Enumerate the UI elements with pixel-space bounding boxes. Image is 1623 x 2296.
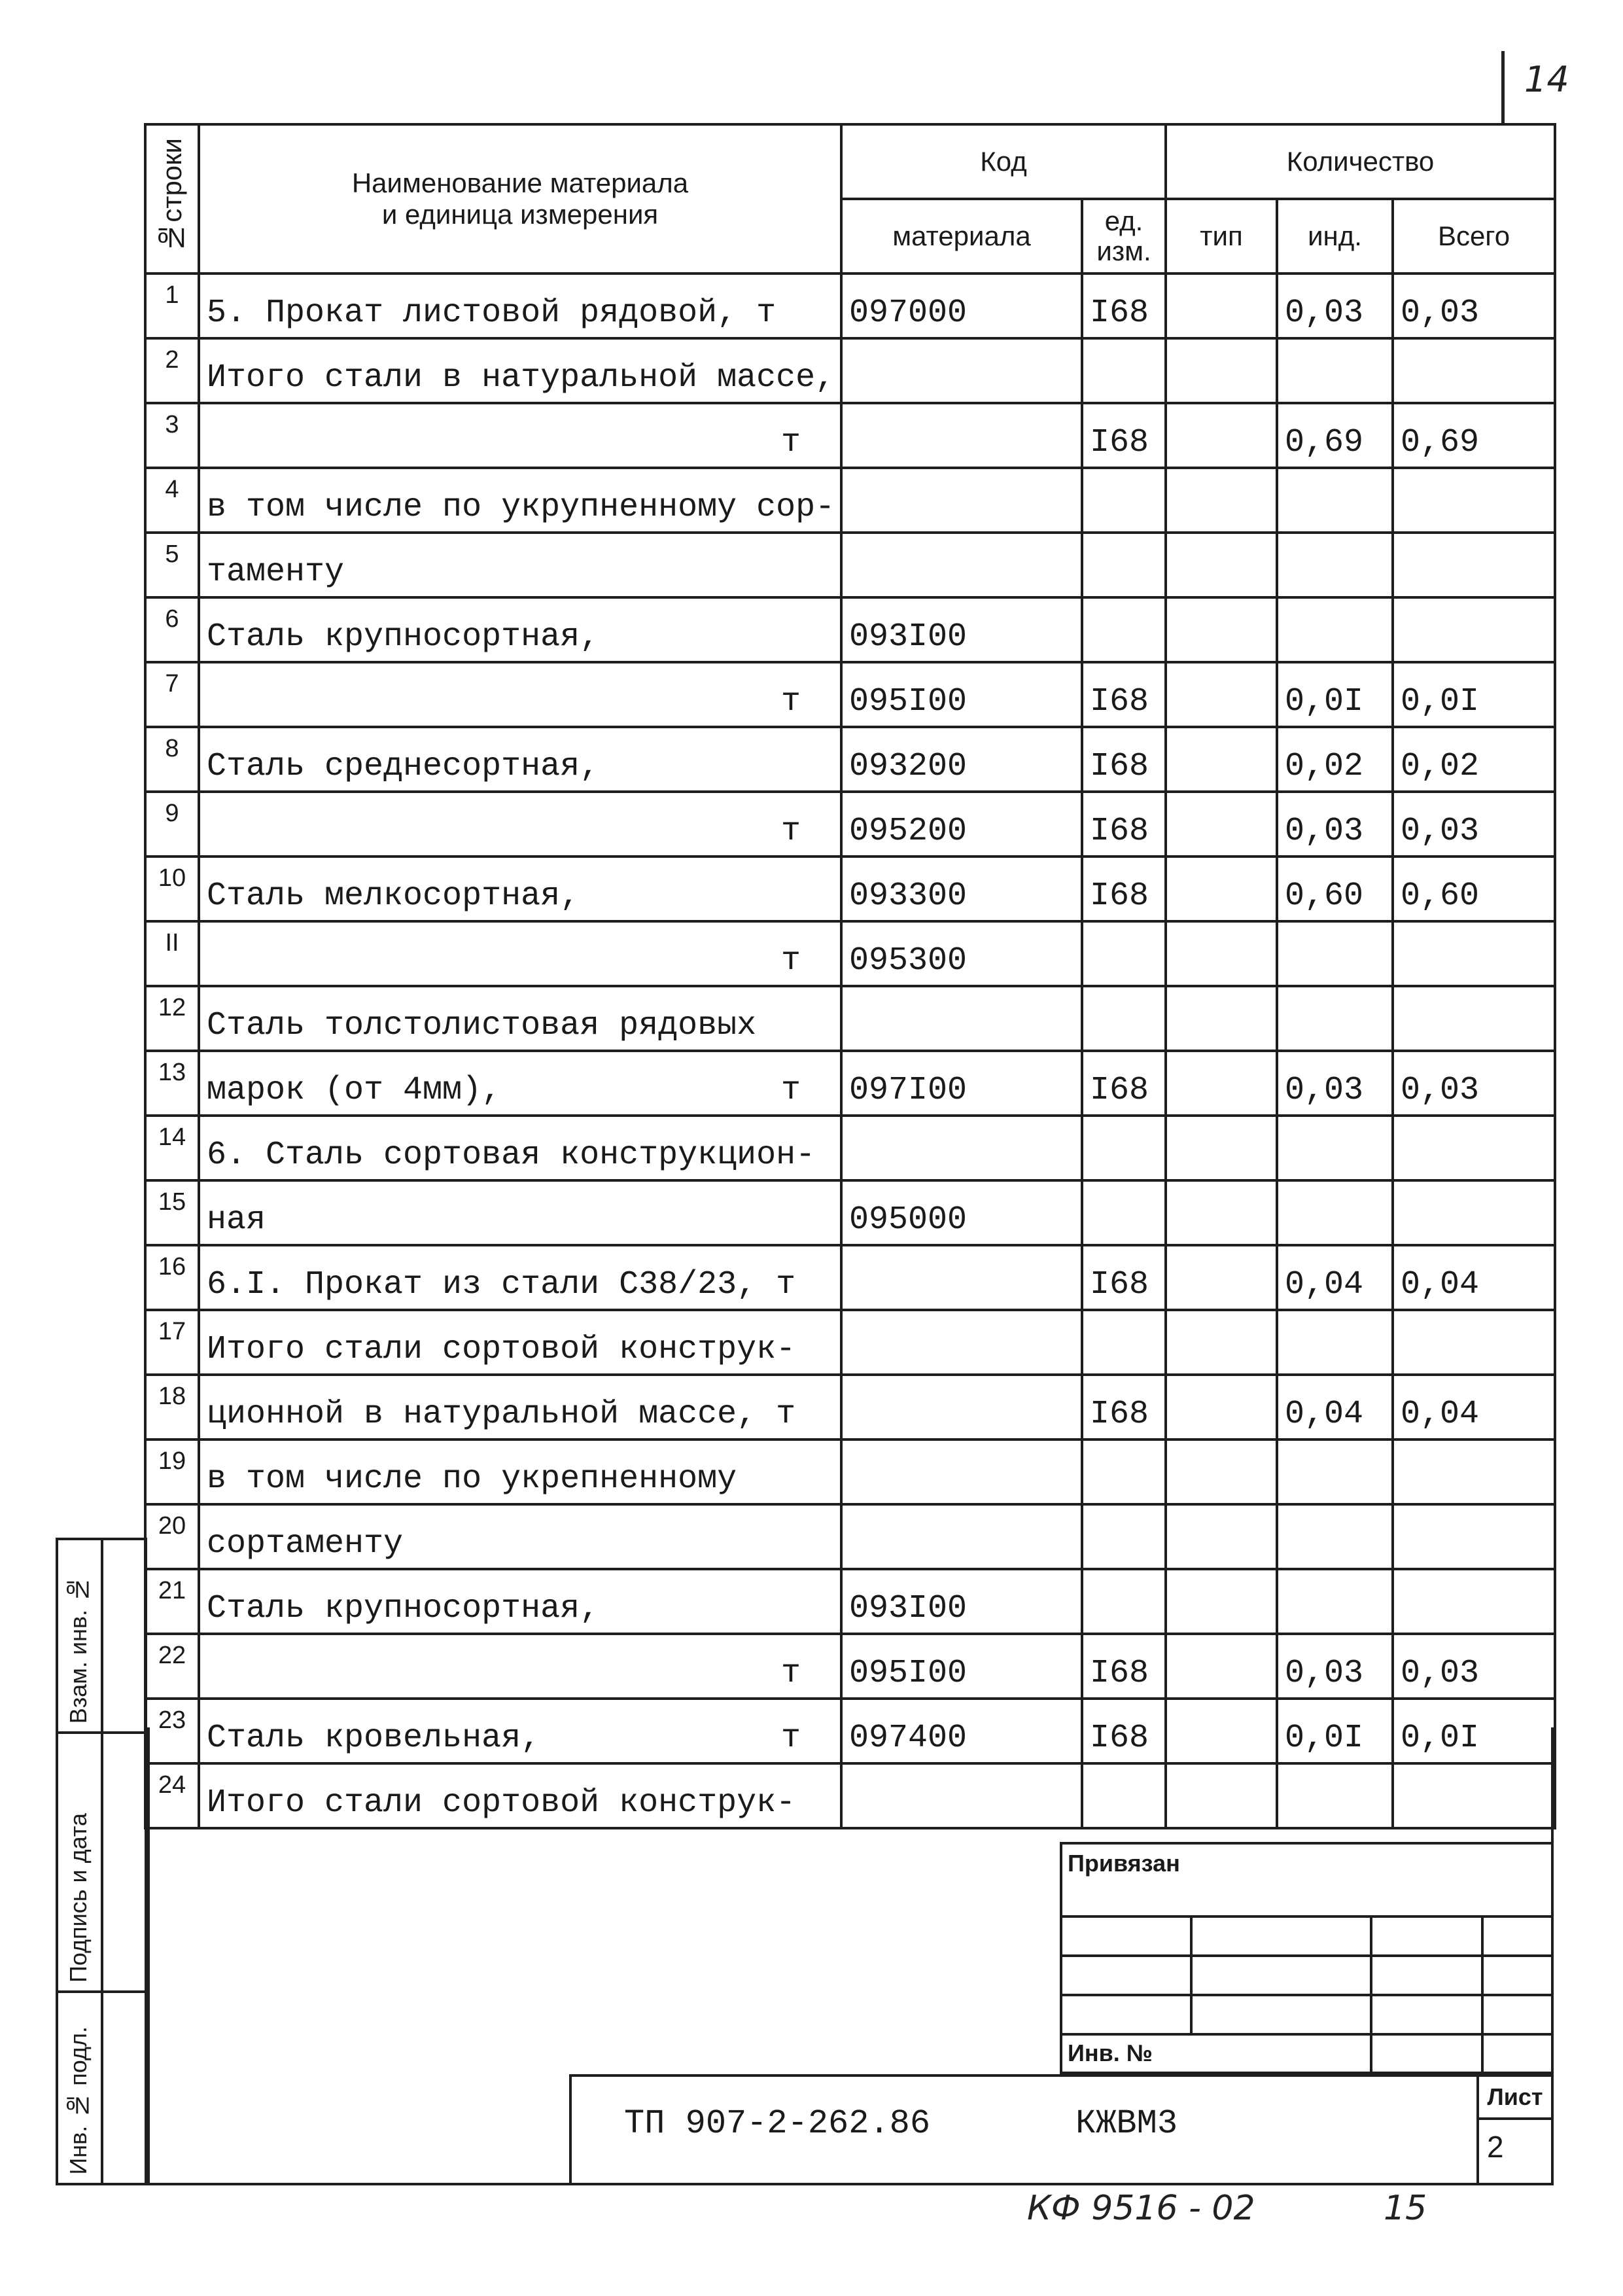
material-code-cell: 095200	[841, 792, 1082, 857]
sheet-number: 2	[1487, 2130, 1504, 2164]
row-number-cell: 21	[145, 1569, 199, 1634]
unit-code-cell: I68	[1082, 403, 1166, 468]
qty-total-cell	[1393, 1310, 1555, 1375]
material-unit-text: т	[780, 813, 801, 850]
unit-code-cell: I68	[1082, 857, 1166, 921]
material-name-cell	[199, 1116, 841, 1180]
side-divider	[101, 1734, 103, 1990]
footer-page: 15	[1384, 2189, 1427, 2228]
header-row-number-label: №строки	[156, 138, 187, 253]
material-name-cell	[199, 1439, 841, 1504]
qty-ind-cell: 0,60	[1277, 857, 1393, 921]
row-number-cell: 7	[145, 662, 199, 727]
qty-type-cell	[1166, 662, 1277, 727]
qty-total-cell	[1393, 533, 1555, 597]
material-code-cell	[841, 1116, 1082, 1180]
material-name-cell	[199, 468, 841, 533]
table-row	[145, 1116, 1555, 1180]
table-row	[145, 1375, 1555, 1439]
row-number-cell: 9	[145, 792, 199, 857]
material-name-text: Итого стали сортовой конструк-	[207, 1784, 796, 1822]
unit-code-cell: I68	[1082, 1051, 1166, 1116]
binding-divider	[1190, 1918, 1193, 2033]
unit-code-cell	[1082, 1116, 1166, 1180]
row-number-cell: 2	[145, 338, 199, 403]
header-unit-line1: ед.	[1104, 205, 1143, 236]
row-number-cell: 5	[145, 533, 199, 597]
qty-type-cell	[1166, 727, 1277, 792]
material-name-text: Сталь кровельная,	[207, 1720, 541, 1757]
qty-total-cell: 0,0I	[1393, 662, 1555, 727]
material-name-cell	[199, 597, 841, 662]
material-code-cell	[841, 1245, 1082, 1310]
header-row-number	[145, 124, 199, 274]
side-label-inv-orig: Инв. № подл.	[65, 2026, 92, 2175]
row-number-cell: II	[145, 921, 199, 986]
row-number-cell: 23	[145, 1699, 199, 1763]
material-name-cell	[199, 1310, 841, 1375]
qty-ind-cell	[1277, 338, 1393, 403]
binding-inv-label: Инв. №	[1068, 2040, 1153, 2066]
material-name-text: Итого стали сортовой конструк-	[207, 1331, 796, 1368]
table-row	[145, 1051, 1555, 1116]
qty-ind-cell: 0,03	[1277, 792, 1393, 857]
qty-type-cell	[1166, 1439, 1277, 1504]
material-code-cell: 095300	[841, 921, 1082, 986]
material-name-cell	[199, 1504, 841, 1569]
unit-code-cell	[1082, 1569, 1166, 1634]
material-name-cell	[199, 403, 841, 468]
qty-total-cell	[1393, 1569, 1555, 1634]
qty-total-cell: 0,60	[1393, 857, 1555, 921]
unit-code-cell: I68	[1082, 1245, 1166, 1310]
table-row	[145, 338, 1555, 403]
header-name-line1: Наименование материала	[351, 168, 689, 198]
material-code-cell	[841, 533, 1082, 597]
material-code-cell	[841, 338, 1082, 403]
row-number-cell: 12	[145, 986, 199, 1051]
qty-type-cell	[1166, 403, 1277, 468]
qty-ind-cell	[1277, 1439, 1393, 1504]
material-name-cell	[199, 1569, 841, 1634]
material-name-text: Сталь крупносортная,	[207, 1590, 600, 1627]
qty-total-cell: 0,04	[1393, 1245, 1555, 1310]
qty-ind-cell	[1277, 1310, 1393, 1375]
table-row	[145, 403, 1555, 468]
material-name-text: Сталь среднесортная,	[207, 748, 600, 785]
document-code: ТП 907-2-262.86	[624, 2104, 931, 2143]
material-code-cell: 093I00	[841, 1569, 1082, 1634]
unit-code-cell	[1082, 597, 1166, 662]
material-unit-text: т	[780, 1720, 801, 1757]
material-name-cell	[199, 986, 841, 1051]
material-code-cell	[841, 468, 1082, 533]
material-name-text: марок (от 4мм),	[207, 1072, 502, 1109]
row-number-cell: 18	[145, 1375, 199, 1439]
table-row	[145, 792, 1555, 857]
binding-divider	[1481, 1918, 1484, 2075]
side-divider	[101, 1540, 103, 1731]
row-number-cell: 15	[145, 1180, 199, 1245]
table-row	[145, 662, 1555, 727]
qty-type-cell	[1166, 986, 1277, 1051]
qty-ind-cell	[1277, 1504, 1393, 1569]
unit-code-cell: I68	[1082, 274, 1166, 338]
table-row	[145, 1180, 1555, 1245]
row-number-cell: 4	[145, 468, 199, 533]
unit-code-cell	[1082, 533, 1166, 597]
table-header	[145, 124, 1555, 274]
row-number-cell: 22	[145, 1634, 199, 1699]
qty-total-cell	[1393, 468, 1555, 533]
header-quantity: Количество	[1166, 124, 1555, 199]
material-name-text: Сталь мелкосортная,	[207, 877, 580, 915]
material-name-cell	[199, 1051, 841, 1116]
page-number: 14	[1524, 59, 1569, 100]
material-code-cell	[841, 986, 1082, 1051]
material-name-text: в том числе по укрупненному сор-	[207, 489, 835, 526]
table-row	[145, 1634, 1555, 1699]
material-name-text: в том числе по укрепненному	[207, 1460, 737, 1498]
qty-ind-cell	[1277, 1180, 1393, 1245]
table-row	[145, 597, 1555, 662]
material-code-cell: 095000	[841, 1180, 1082, 1245]
binding-line	[1062, 2033, 1551, 2036]
material-name-text: Сталь толстолистовая рядовых	[207, 1007, 757, 1044]
row-number-cell: 8	[145, 727, 199, 792]
qty-type-cell	[1166, 1569, 1277, 1634]
header-qty-total: Всего	[1393, 199, 1555, 274]
table-row	[145, 1310, 1555, 1375]
material-code-cell: 097I00	[841, 1051, 1082, 1116]
material-code-cell: 093200	[841, 727, 1082, 792]
row-number-cell: 6	[145, 597, 199, 662]
qty-total-cell: 0,03	[1393, 792, 1555, 857]
unit-code-cell	[1082, 921, 1166, 986]
title-block	[569, 2074, 1554, 2185]
qty-type-cell	[1166, 468, 1277, 533]
unit-code-cell	[1082, 1180, 1166, 1245]
row-number-cell: 10	[145, 857, 199, 921]
sheet-label: Лист	[1479, 2077, 1551, 2120]
qty-type-cell	[1166, 274, 1277, 338]
unit-code-cell: I68	[1082, 1634, 1166, 1699]
table-row	[145, 1439, 1555, 1504]
side-divider	[101, 1993, 103, 2183]
materials-table	[144, 123, 1556, 1829]
qty-type-cell	[1166, 1116, 1277, 1180]
qty-total-cell: 0,69	[1393, 403, 1555, 468]
header-qty-type: тип	[1166, 199, 1277, 274]
qty-total-cell	[1393, 1180, 1555, 1245]
unit-code-cell	[1082, 1310, 1166, 1375]
material-unit-text: т	[780, 424, 801, 461]
material-unit-text: т	[780, 1655, 801, 1692]
material-name-text: Итого стали в натуральной массе,	[207, 359, 835, 397]
sheet-box	[1476, 2077, 1551, 2185]
material-name-cell	[199, 1375, 841, 1439]
qty-type-cell	[1166, 1051, 1277, 1116]
qty-total-cell: 0,04	[1393, 1375, 1555, 1439]
qty-type-cell	[1166, 597, 1277, 662]
qty-ind-cell: 0,69	[1277, 403, 1393, 468]
binding-divider	[1370, 1918, 1372, 2075]
material-code-cell: 095I00	[841, 662, 1082, 727]
material-code-cell: 097400	[841, 1699, 1082, 1763]
row-number-cell: 14	[145, 1116, 199, 1180]
unit-code-cell	[1082, 1504, 1166, 1569]
unit-code-cell: I68	[1082, 1375, 1166, 1439]
material-code-cell	[841, 403, 1082, 468]
material-name-cell	[199, 274, 841, 338]
qty-total-cell: 0,03	[1393, 1051, 1555, 1116]
binding-label: Привязан	[1068, 1850, 1180, 1877]
table-row	[145, 274, 1555, 338]
material-unit-text: т	[780, 1072, 801, 1109]
qty-ind-cell: 0,02	[1277, 727, 1393, 792]
qty-type-cell	[1166, 533, 1277, 597]
material-unit-text: т	[780, 942, 801, 980]
material-name-text: ная	[207, 1201, 266, 1239]
material-name-cell	[199, 792, 841, 857]
material-name-text: 6. Сталь сортовая конструкцион-	[207, 1137, 816, 1174]
material-name-cell	[199, 857, 841, 921]
table-row	[145, 1504, 1555, 1569]
qty-ind-cell: 0,0I	[1277, 1699, 1393, 1763]
qty-type-cell	[1166, 792, 1277, 857]
table-row	[145, 727, 1555, 792]
row-number-cell: 16	[145, 1245, 199, 1310]
binding-line	[1062, 1994, 1551, 1996]
qty-total-cell	[1393, 338, 1555, 403]
qty-total-cell: 0,02	[1393, 727, 1555, 792]
material-name-cell	[199, 1245, 841, 1310]
side-box-signature	[56, 1731, 147, 1993]
material-code-cell	[841, 1439, 1082, 1504]
material-name-cell	[199, 1634, 841, 1699]
qty-type-cell	[1166, 1634, 1277, 1699]
binding-line	[1062, 1915, 1551, 1918]
material-name-text: ционной в натуральной массе, т	[207, 1396, 796, 1433]
footer-archive-code: КФ 9516 - 02	[1027, 2189, 1255, 2228]
material-name-text: сортаменту	[207, 1525, 404, 1563]
qty-type-cell	[1166, 1245, 1277, 1310]
unit-code-cell	[1082, 986, 1166, 1051]
table-row	[145, 921, 1555, 986]
page-number-bar	[1501, 51, 1505, 123]
material-name-cell	[199, 727, 841, 792]
unit-code-cell	[1082, 468, 1166, 533]
document-mark: КЖВМ3	[1075, 2104, 1178, 2143]
header-unit-line2: изм.	[1096, 236, 1151, 266]
side-label-replace: Взам. инв. №	[65, 1576, 92, 1723]
header-material-name	[199, 124, 841, 274]
side-box-inv-orig	[56, 1990, 147, 2185]
qty-type-cell	[1166, 1180, 1277, 1245]
table-row	[145, 468, 1555, 533]
header-name-line2: и единица измерения	[381, 199, 659, 230]
header-qty-ind: инд.	[1277, 199, 1393, 274]
material-code-cell: 097000	[841, 274, 1082, 338]
qty-ind-cell	[1277, 468, 1393, 533]
row-number-cell: 13	[145, 1051, 199, 1116]
qty-ind-cell	[1277, 533, 1393, 597]
material-name-cell	[199, 1180, 841, 1245]
qty-ind-cell: 0,04	[1277, 1245, 1393, 1310]
qty-type-cell	[1166, 921, 1277, 986]
qty-total-cell	[1393, 1504, 1555, 1569]
row-number-cell: 3	[145, 403, 199, 468]
qty-ind-cell: 0,03	[1277, 1051, 1393, 1116]
material-code-cell	[841, 1375, 1082, 1439]
qty-total-cell: 0,0I	[1393, 1699, 1555, 1763]
qty-total-cell	[1393, 1439, 1555, 1504]
qty-ind-cell	[1277, 921, 1393, 986]
material-unit-text: т	[780, 683, 801, 720]
qty-ind-cell: 0,0I	[1277, 662, 1393, 727]
row-number-cell: 24	[145, 1763, 199, 1828]
qty-total-cell: 0,03	[1393, 274, 1555, 338]
material-code-cell: 093300	[841, 857, 1082, 921]
side-box-replace	[56, 1538, 147, 1734]
header-code: Код	[841, 124, 1166, 199]
qty-ind-cell: 0,03	[1277, 274, 1393, 338]
qty-type-cell	[1166, 338, 1277, 403]
material-name-text: 5. Прокат листовой рядовой, т	[207, 294, 777, 332]
qty-type-cell	[1166, 1375, 1277, 1439]
table-row	[145, 857, 1555, 921]
qty-ind-cell: 0,03	[1277, 1634, 1393, 1699]
material-name-cell	[199, 662, 841, 727]
material-name-cell	[199, 533, 841, 597]
qty-type-cell	[1166, 1310, 1277, 1375]
unit-code-cell: I68	[1082, 1699, 1166, 1763]
table-row	[145, 986, 1555, 1051]
header-code-unit	[1082, 199, 1166, 274]
qty-type-cell	[1166, 857, 1277, 921]
material-name-cell	[199, 338, 841, 403]
qty-total-cell	[1393, 1116, 1555, 1180]
qty-ind-cell	[1277, 597, 1393, 662]
table-body	[145, 274, 1555, 1828]
material-code-cell	[841, 1504, 1082, 1569]
qty-total-cell	[1393, 921, 1555, 986]
unit-code-cell: I68	[1082, 792, 1166, 857]
material-code-cell: 095I00	[841, 1634, 1082, 1699]
table-row	[145, 533, 1555, 597]
row-number-cell: 19	[145, 1439, 199, 1504]
material-name-cell	[199, 921, 841, 986]
qty-total-cell	[1393, 986, 1555, 1051]
material-name-text: таменту	[207, 554, 345, 591]
qty-ind-cell	[1277, 1569, 1393, 1634]
qty-type-cell	[1166, 1504, 1277, 1569]
header-code-material: материала	[841, 199, 1082, 274]
row-number-cell: 17	[145, 1310, 199, 1375]
material-code-cell: 093I00	[841, 597, 1082, 662]
unit-code-cell	[1082, 338, 1166, 403]
binding-line	[1062, 1954, 1551, 1957]
material-name-text: Сталь крупносортная,	[207, 618, 600, 656]
material-name-text: 6.I. Прокат из стали С38/23, т	[207, 1266, 796, 1303]
table-row	[145, 1569, 1555, 1634]
row-number-cell: 1	[145, 274, 199, 338]
table-row	[145, 1245, 1555, 1310]
binding-block	[1060, 1842, 1554, 2074]
qty-total-cell: 0,03	[1393, 1634, 1555, 1699]
side-stamp	[56, 1538, 147, 2185]
side-label-signature: Подпись и дата	[65, 1813, 92, 1983]
row-number-cell: 20	[145, 1504, 199, 1569]
unit-code-cell: I68	[1082, 662, 1166, 727]
qty-ind-cell	[1277, 1116, 1393, 1180]
material-code-cell	[841, 1310, 1082, 1375]
unit-code-cell	[1082, 1439, 1166, 1504]
qty-total-cell	[1393, 597, 1555, 662]
unit-code-cell: I68	[1082, 727, 1166, 792]
qty-ind-cell: 0,04	[1277, 1375, 1393, 1439]
qty-ind-cell	[1277, 986, 1393, 1051]
